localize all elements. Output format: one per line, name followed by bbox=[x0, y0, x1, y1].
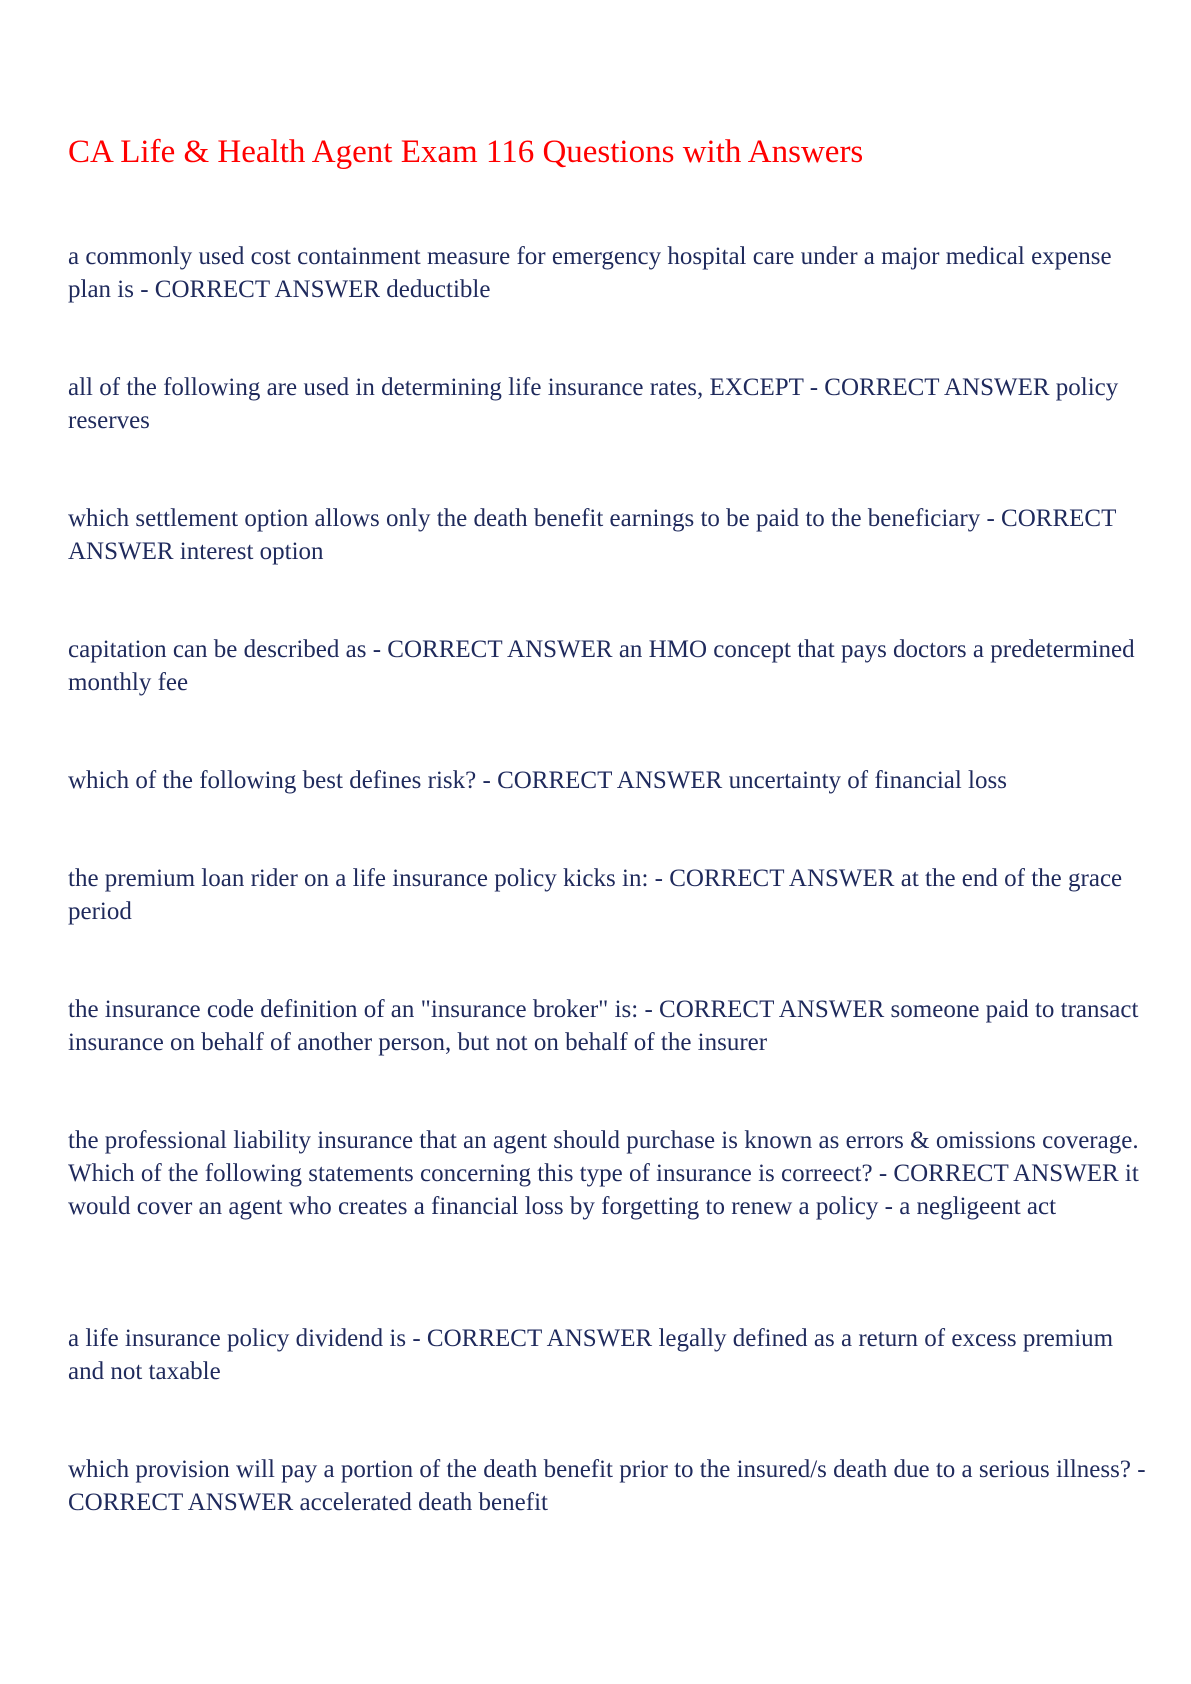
qa-item: the premium loan rider on a life insurance policy kicks in: - CORRECT ANSWER at the end of the grace period bbox=[68, 865, 1123, 925]
qa-item: the professional liability insurance that an agent should purchase is known as errors & omissions coverage. Which of the following statements concerning this type of insurance is correect? - CORRECT ANSWER it would cover an agent who creates a financial loss by forgetting to renew a policy - a negligeent act bbox=[68, 1127, 1139, 1220]
qa-item: which settlement option allows only the death benefit earnings to be paid to the beneficiary - CORRECT ANSWER interest option bbox=[68, 505, 1116, 565]
qa-item: a life insurance policy dividend is - CORRECT ANSWER legally defined as a return of excess premium and not taxable bbox=[68, 1325, 1114, 1385]
qa-item: all of the following are used in determining life insurance rates, EXCEPT - CORRECT ANSWER policy reserves bbox=[68, 374, 1119, 434]
qa-item: a commonly used cost containment measure for emergency hospital care under a major medical expense plan is - CORRECT ANSWER deductible bbox=[68, 243, 1112, 303]
document-title: CA Life & Health Agent Exam 116 Questions with Answers bbox=[68, 134, 864, 170]
qa-item: capitation can be described as - CORRECT ANSWER an HMO concept that pays doctors a predetermined monthly fee bbox=[68, 636, 1135, 696]
qa-item: which of the following best defines risk? - CORRECT ANSWER uncertainty of financial loss bbox=[68, 767, 1007, 794]
qa-item: which provision will pay a portion of the death benefit prior to the insured/s death due to a serious illness? - CORRECT ANSWER accelerated death benefit bbox=[68, 1456, 1146, 1516]
qa-item: the insurance code definition of an "insurance broker" is: - CORRECT ANSWER someone paid to transact insurance on behalf of another person, but not on behalf of the insurer bbox=[68, 996, 1139, 1056]
